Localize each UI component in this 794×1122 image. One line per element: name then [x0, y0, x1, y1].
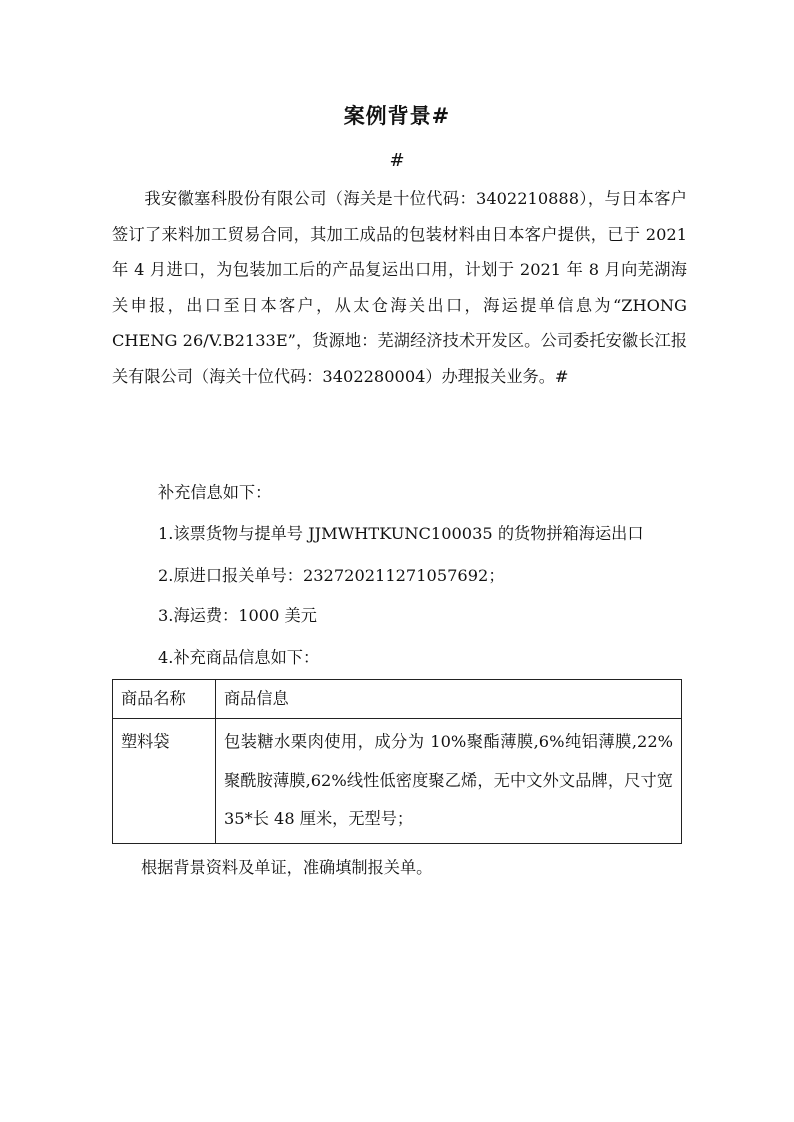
table-row — [113, 719, 682, 844]
table-header-row — [113, 680, 682, 719]
header-goods-info: 商品信息 — [216, 680, 682, 719]
document-title: 案例背景# — [343, 103, 451, 128]
goods-info-table — [112, 679, 682, 844]
header-goods-name: 商品名称 — [113, 680, 216, 719]
case-background-paragraph: 我安徽塞科股份有限公司（海关是十位代码：3402210888），与日本客户签订了来料加工贸易合同，其加工成品的包装材料由日本客户提供，已于 2021 年 4 月进口，为包装加工后的产品复运出口用，计划于 2021 年 8 月向芜湖海关申报，出口至日本客户，从太仓海关出口，海运提单信息为“ZHONG CHENG 26/V.B2133E”，货源地：芜湖经济技术开发区。公司委托安徽长江报关有限公司（海关十位代码：3402280004）办理报关业务。# — [112, 189, 687, 386]
supplement-item-3: 3.海运费：1000 美元 — [158, 606, 317, 625]
hash-marker: # — [389, 150, 405, 171]
closing-instruction: 根据背景资料及单证，准确填制报关单。 — [141, 858, 433, 877]
supplement-item-4: 4.补充商品信息如下： — [158, 648, 320, 667]
supplement-item-1: 1.该票货物与提单号 JJMWHTKUNC100035 的货物拼箱海运出口 — [158, 524, 644, 543]
goods-name-cell: 塑料袋 — [113, 719, 216, 844]
supplement-title: 补充信息如下： — [158, 483, 272, 502]
supplement-item-2: 2.原进口报关单号：232720211271057692； — [158, 566, 505, 585]
goods-info-cell: 包装糖水栗肉使用，成分为 10%聚酯薄膜,6%纯铝薄膜,22%聚酰胺薄膜,62%线性低密度聚乙烯，无中文外文品牌，尺寸宽 35*长 48 厘米，无型号； — [216, 719, 682, 844]
